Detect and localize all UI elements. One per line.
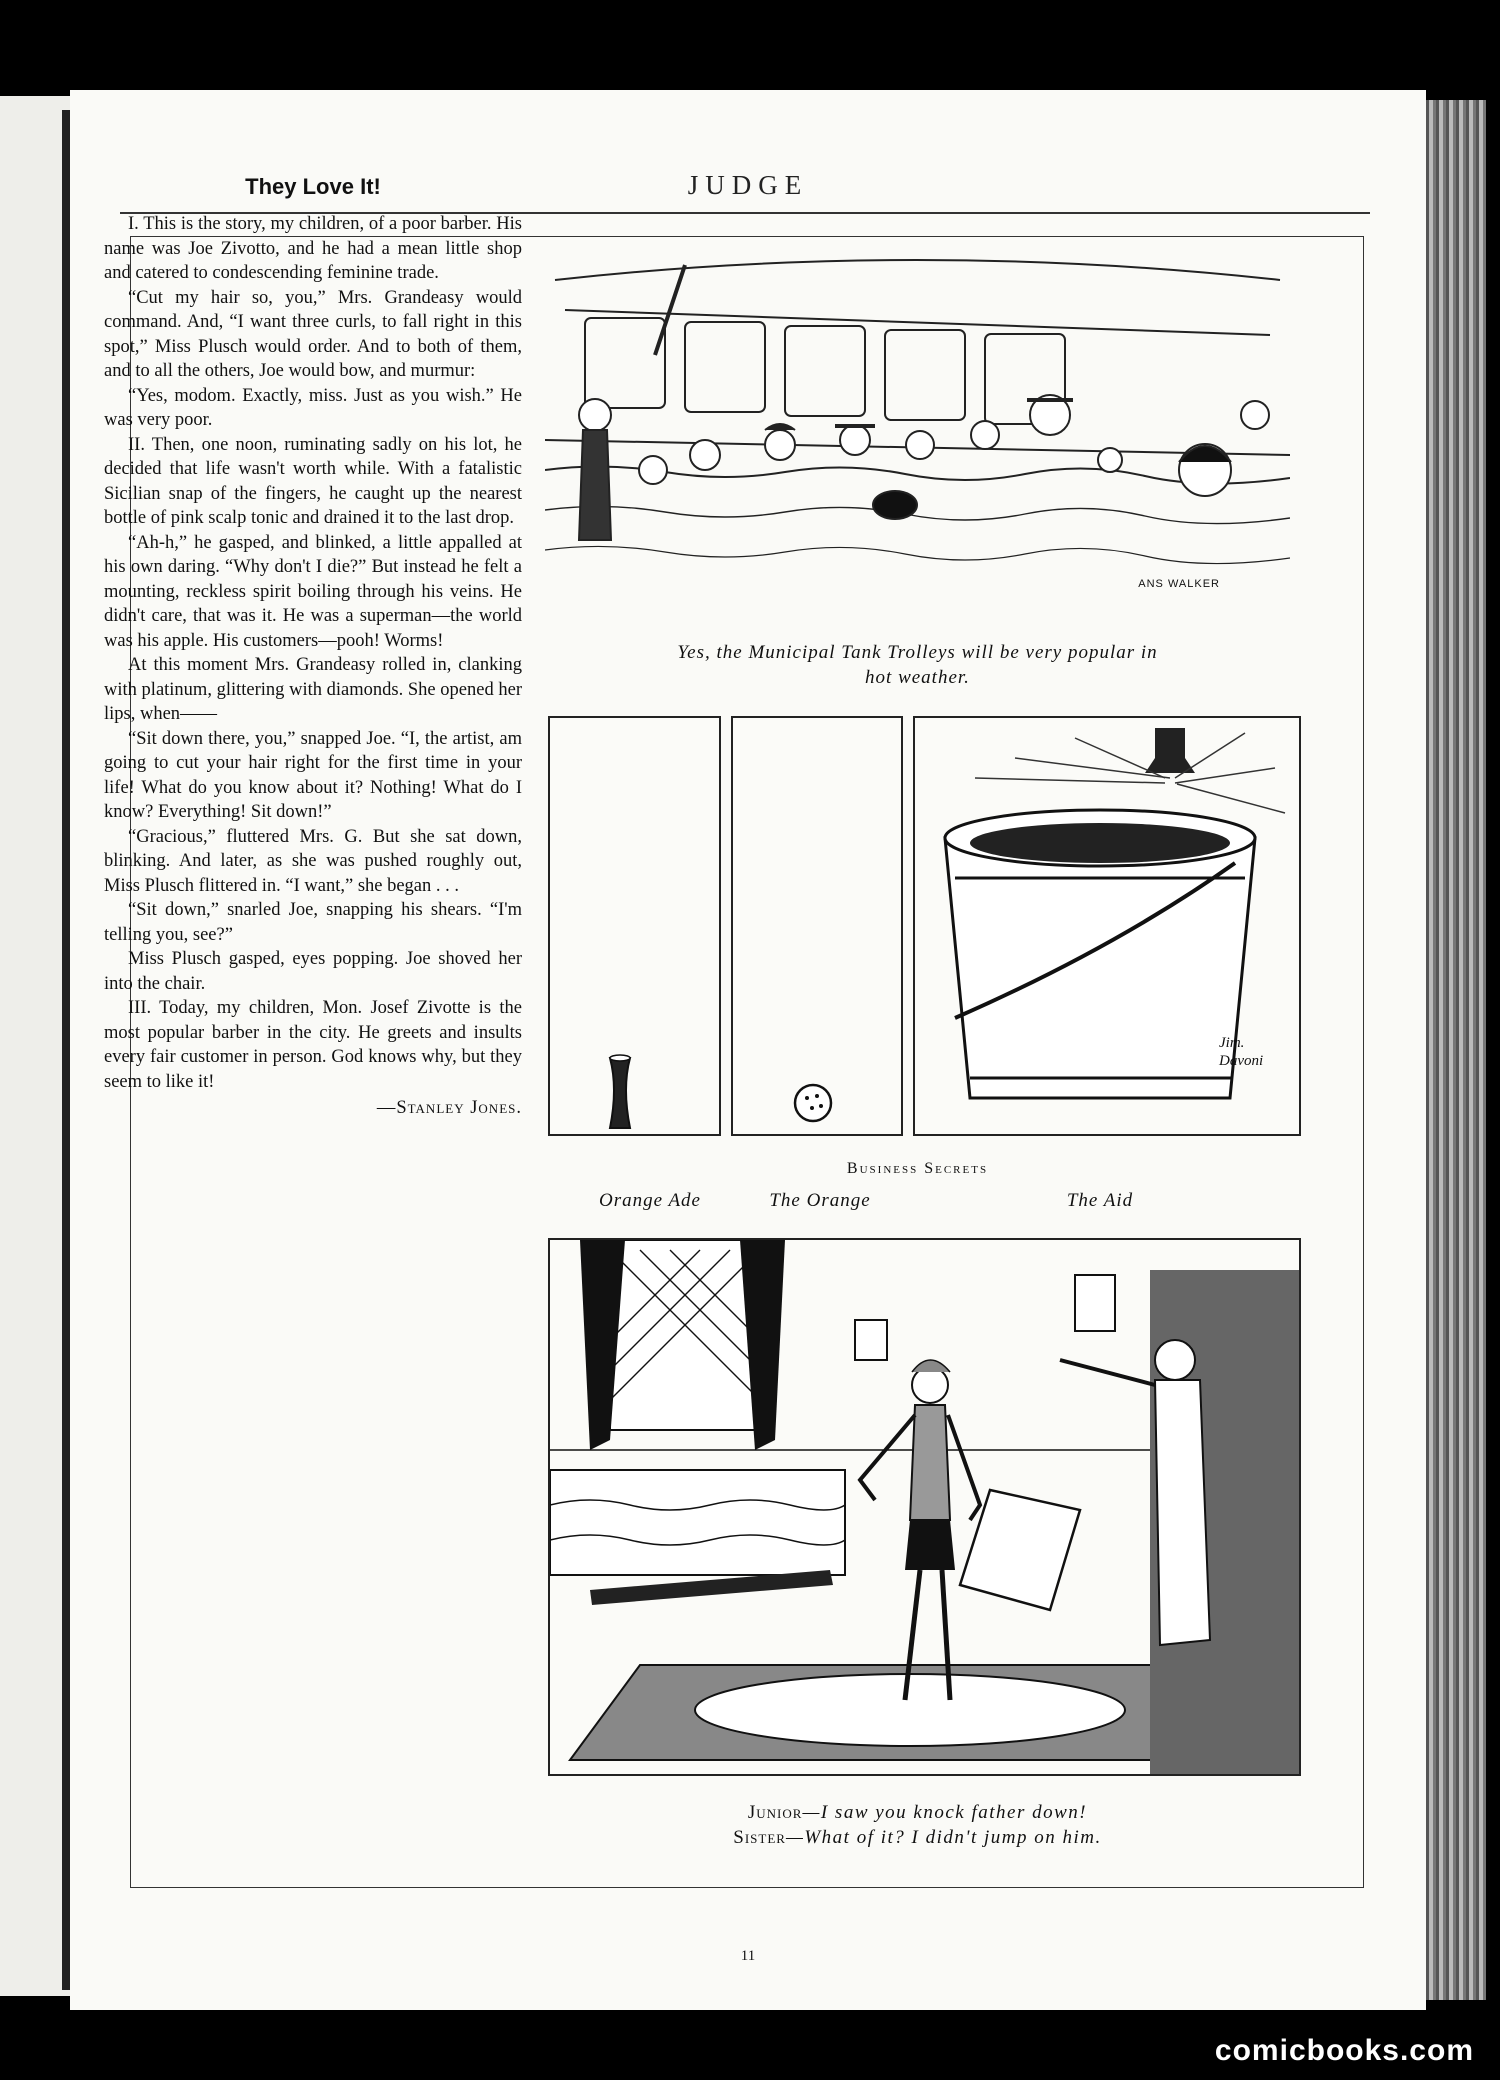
trolley-caption [545, 640, 1290, 690]
caption-sister-line [545, 1825, 1290, 1850]
article-paragraph: “Sit down there, you,” snapped Joe. “I, the artist, am going to cut your hair right for the first time in your life! What do you know about it? Nothing! What do I know? Everything! Sit down!” [104, 728, 522, 822]
the-aid-label: The Aid [1066, 1190, 1134, 1211]
bucket-signature: Jim. Davoni [1219, 1035, 1264, 1069]
watermark: comicbooks.com [1214, 2034, 1474, 2067]
business-secrets-heading: Business Secrets [846, 1160, 989, 1177]
the-orange-panel [731, 716, 903, 1136]
article-byline: —Stanley Jones. [376, 1098, 522, 1118]
junior-sister-cartoon [548, 1238, 1301, 1776]
caption-junior-line [545, 1800, 1290, 1825]
article-paragraph: “Ah-h,” he gasped, and blinked, a little appalled at his own daring. “Why don't I die?” But instead he felt a mounting, reckless spirit boiling through his veins. He didn't care, that was it. He was a superman—the world was his apple. His customers—pooh! Worms! [104, 532, 522, 651]
glass-drawing [550, 718, 721, 1136]
article-title: They Love It! [245, 174, 381, 199]
trolley-cartoon [545, 240, 1290, 618]
article-paragraph: “Yes, modom. Exactly, miss. Just as you wish.” He was very poor. [104, 385, 522, 430]
speaker-junior: Junior [747, 1802, 803, 1823]
trolley-caption-line-2: hot weather. [865, 667, 970, 688]
junior-sister-illustration [550, 1240, 1301, 1776]
page-stack-edge [1426, 100, 1486, 2000]
article-column [104, 160, 522, 1121]
trolley-illustration [545, 240, 1290, 618]
article-paragraph: “Sit down,” snarled Joe, snapping his shears. “I'm telling you, see?” [104, 900, 522, 945]
page-number: 11 [740, 1948, 756, 1964]
facing-page [0, 96, 70, 1996]
sister-dialogue: —What of it? I didn't jump on him. [785, 1827, 1102, 1848]
junior-dialogue: —I saw you knock father down! [802, 1802, 1088, 1823]
orange-ade-label: Orange Ade [599, 1190, 701, 1211]
the-aid-panel [913, 716, 1301, 1136]
orange-drawing [733, 718, 903, 1136]
junior-sister-caption [545, 1800, 1290, 1850]
the-orange-label: The Orange [769, 1190, 871, 1211]
orange-ade-panel [548, 716, 721, 1136]
speaker-sister: Sister [733, 1827, 786, 1848]
trolley-caption-line-1: Yes, the Municipal Tank Trolleys will be very popular in [677, 642, 1158, 663]
article-paragraph: II. Then, one noon, ruminating sadly on his lot, he decided that life wasn't worth while. With a fatalistic Sicilian snap of the fingers, he caught up the nearest bottle of pink scalp tonic and drained it to the last drop. [104, 434, 522, 528]
article-paragraph: III. Today, my children, Mon. Josef Zivotte is the most popular barber in the city. He greets and insults every fair customer in person. God knows why, but they seem to like it! [104, 998, 522, 1092]
article-paragraph: At this moment Mrs. Grandeasy rolled in, clanking with platinum, glittering with diamonds. She opened her lips, when—— [104, 655, 522, 724]
bucket-drawing [915, 718, 1301, 1136]
article-paragraph: “Cut my hair so, you,” Mrs. Grandeasy would command. And, “I want three curls, to fall right in this spot,” Miss Plusch would order. And to both of them, and to all the others, Joe would bow, and murmur: [104, 287, 522, 381]
article-paragraph: Miss Plusch gasped, eyes popping. Joe shoved her into the chair. [104, 949, 522, 994]
article-paragraph: “Gracious,” fluttered Mrs. G. But she sat down, blinking. And later, as she was pushed roughly out, Miss Plusch flittered in. “I want,” she began . . . [104, 826, 522, 896]
article-paragraph: I. This is the story, my children, of a poor barber. His name was Joe Zivotto, and he had a mean little shop and catered to condescending feminine trade. [104, 214, 522, 283]
masthead: JUDGE [687, 170, 809, 200]
trolley-signature: ANS WALKER [1138, 578, 1220, 590]
binding-gutter [62, 110, 70, 1990]
